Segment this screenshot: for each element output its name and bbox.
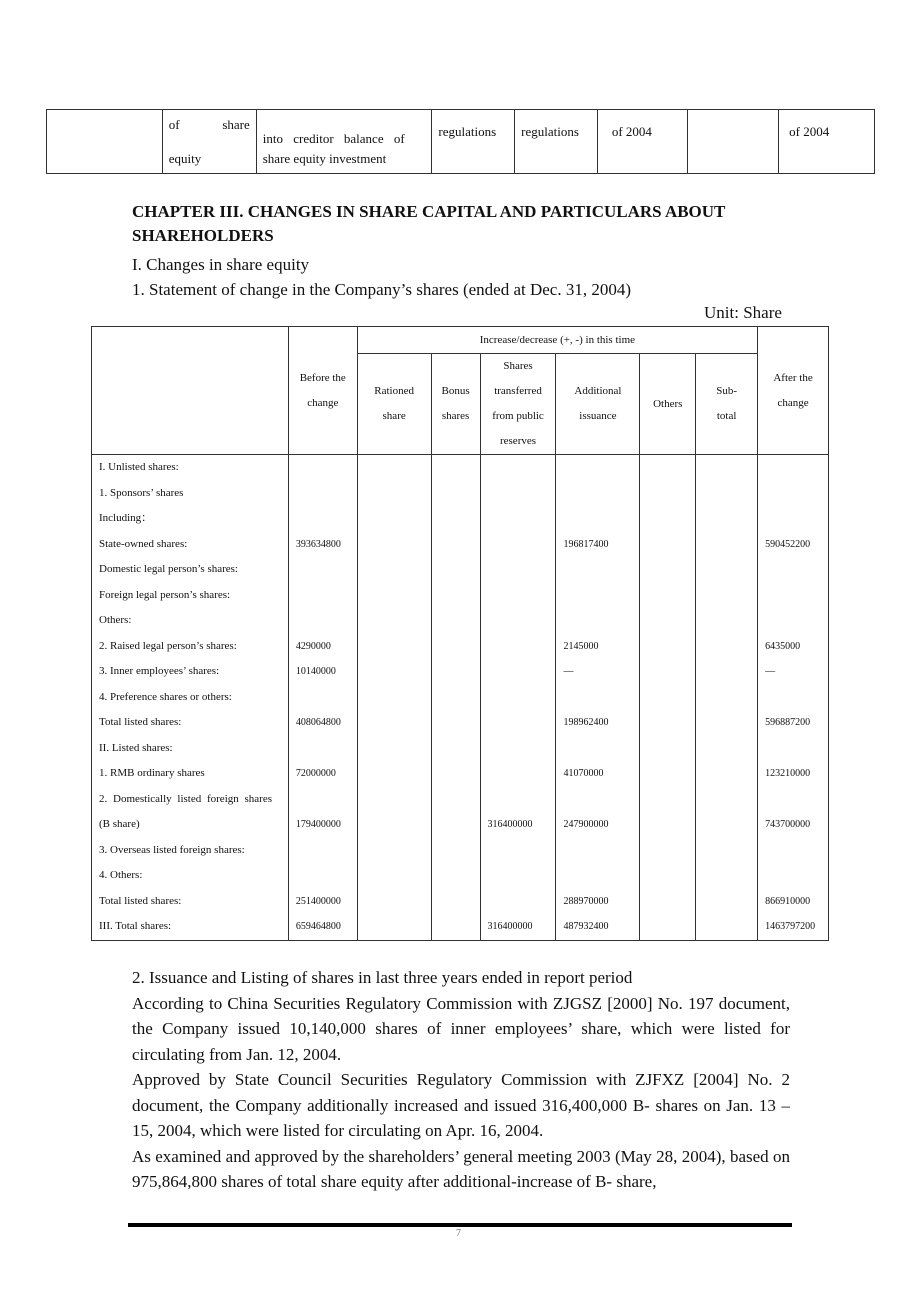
cell-before: [296, 481, 357, 507]
top-cell-d: regulations: [515, 110, 598, 174]
cell-transferred: 316400000: [487, 921, 533, 932]
top-cell-a: [162, 110, 256, 174]
cell-label: I. Unlisted shares:: [99, 461, 179, 473]
paragraph-2: Approved by State Council Securities Regulatory Commission with ZJFXZ [2004] No. 2 document, the Company additionally increased and issued 316,400,000 B- shares on Jan. 13 – 15, 2004, which were listed for circulating on Apr. 16, 2004.: [132, 1070, 790, 1140]
rationed-column: [357, 455, 431, 941]
cell-label: Foreign legal person’s shares:: [99, 588, 231, 601]
cell-before: 4290000: [295, 640, 331, 652]
label-column: [92, 455, 289, 941]
cell-after: [765, 583, 828, 609]
top-cell-f: [687, 110, 778, 174]
cell-transferred: [488, 583, 556, 609]
cell-before: [296, 736, 357, 762]
cell-additional: [563, 685, 639, 711]
cell-label: 2. Raised legal person’s shares:: [99, 639, 237, 652]
cell-additional: [563, 608, 639, 634]
cell-transferred: [488, 481, 556, 507]
top-cell-a-top-right: share: [222, 116, 250, 132]
cell-additional: [563, 787, 639, 813]
footer-rule: [128, 1223, 792, 1227]
top-cell-b-bottom: share equity investment: [262, 150, 387, 166]
cell-after: 123210000: [765, 768, 811, 779]
header-blank: [92, 327, 289, 455]
cell-after: —: [765, 666, 776, 677]
cell-transferred: [488, 532, 556, 558]
continued-table: [46, 109, 875, 174]
cell-label: II. Listed shares:: [99, 741, 173, 754]
cell-transferred: [488, 838, 556, 864]
cell-transferred: [488, 787, 556, 813]
cell-label: (B share): [99, 818, 140, 830]
cell-additional: 196817400: [563, 538, 609, 550]
cell-after: 596887200: [765, 717, 811, 728]
cell-after: 590452200: [765, 538, 811, 550]
top-cell-b: [256, 110, 432, 174]
cell-label: Total listed shares:: [99, 716, 182, 728]
paragraph-3: As examined and approved by the shareholders’ general meeting 2003 (May 28, 2004), based on 975,864,800 shares of total share equity after additional-increase of B- share,: [132, 1146, 790, 1191]
cell-before: 179400000: [295, 819, 341, 830]
cell-label: 3. Inner employees’ shares:: [99, 665, 220, 677]
cell-transferred: [488, 455, 556, 481]
cell-label: 1. RMB ordinary shares: [99, 767, 205, 779]
transferred-column: [480, 455, 556, 941]
cell-label: III. Total shares:: [99, 920, 172, 932]
cell-label: 1. Sponsors’ shares: [99, 486, 184, 499]
cell-after: [765, 838, 828, 864]
cell-label: Total listed shares:: [99, 894, 182, 907]
cell-transferred: [488, 863, 556, 889]
header-before: Before the change: [288, 327, 357, 455]
cell-label: 2. Domestically listed foreign shares: [99, 792, 272, 805]
before-column: [288, 455, 357, 941]
cell-additional: 288970000: [563, 895, 609, 907]
cell-after: [765, 608, 828, 634]
cell-additional: [563, 583, 639, 609]
cell-before: 72000000: [295, 768, 336, 779]
cell-after: 743700000: [765, 819, 811, 830]
cell-before: [296, 685, 357, 711]
header-rationed: Rationed share: [357, 354, 431, 455]
subsection-heading: 1. Statement of change in the Company’s shares (ended at Dec. 31, 2004): [132, 280, 632, 299]
cell-label: 3. Overseas listed foreign shares:: [99, 843, 245, 856]
cell-label: 4. Preference shares or others:: [99, 690, 232, 703]
additional-column: [556, 455, 640, 941]
cell-before: [296, 787, 357, 813]
cell-before: [296, 506, 357, 532]
cell-transferred: 316400000: [487, 819, 533, 830]
cell-after: [765, 736, 828, 762]
others-column: [640, 455, 696, 941]
unit-label: Unit: Share: [704, 303, 782, 322]
cell-additional: [563, 838, 639, 864]
top-cell-c: regulations: [432, 110, 515, 174]
bonus-column: [431, 455, 480, 941]
cell-transferred: [488, 634, 556, 660]
cell-before: 251400000: [295, 895, 341, 907]
cell-after: [765, 787, 828, 813]
section-heading: I. Changes in share equity: [132, 255, 310, 274]
cell-before: 408064800: [295, 717, 341, 728]
cell-after: [765, 481, 828, 507]
page-number: 7: [456, 1228, 461, 1239]
cell-after: [765, 557, 828, 583]
cell-before: 10140000: [295, 666, 336, 677]
cell-after: 6435000: [765, 640, 801, 652]
cell-label: Including：: [99, 512, 153, 524]
chapter-title: CHAPTER III. CHANGES IN SHARE CAPITAL AND PARTICULARS ABOUT SHAREHOLDERS: [132, 202, 726, 245]
header-additional: Additional issuance: [556, 354, 640, 455]
cell-after: [765, 685, 828, 711]
cell-transferred: [488, 506, 556, 532]
top-cell-e: of 2004: [597, 110, 687, 174]
cell-transferred: [488, 659, 556, 685]
cell-additional: [563, 481, 639, 507]
cell-after: [765, 455, 828, 481]
cell-additional: 198962400: [563, 717, 609, 728]
cell-additional: 487932400: [563, 921, 609, 932]
subsection-2-heading: 2. Issuance and Listing of shares in last three years ended in report period: [132, 968, 633, 987]
paragraph-1: According to China Securities Regulatory Commission with ZJGSZ [2000] No. 197 document, the Company issued 10,140,000 shares of inner employees’ share, which were listed for circulating from Jan. 12, 2004.: [132, 993, 790, 1064]
top-cell-a-bottom: equity: [168, 150, 202, 166]
cell-transferred: [488, 608, 556, 634]
subtotal-column: [696, 455, 758, 941]
cell-additional: [563, 863, 639, 889]
cell-additional: [563, 506, 639, 532]
header-subtotal: Sub-total: [696, 354, 758, 455]
cell-before: [296, 838, 357, 864]
header-after: After the change: [758, 327, 829, 455]
cell-before: 659464800: [295, 921, 341, 932]
cell-before: [296, 863, 357, 889]
cell-additional: [563, 557, 639, 583]
cell-transferred: [488, 710, 556, 736]
cell-after: 866910000: [765, 895, 811, 907]
cell-transferred: [488, 889, 556, 915]
cell-after: 1463797200: [765, 921, 816, 932]
cell-additional: —: [563, 666, 574, 677]
header-group: Increase/decrease (+, -) in this time: [357, 327, 757, 354]
cell-before: [296, 557, 357, 583]
header-others: Others: [640, 354, 696, 455]
share-change-table: [91, 326, 829, 941]
cell-before: [296, 608, 357, 634]
top-cell-a-top: of: [168, 116, 180, 132]
after-column: [758, 455, 829, 941]
cell-additional: 247900000: [563, 819, 609, 830]
cell-before: [296, 583, 357, 609]
top-cell-empty: [47, 110, 163, 174]
cell-before: [296, 455, 357, 481]
header-transferred: Shares transferred from public reserves: [480, 354, 556, 455]
cell-after: [765, 506, 828, 532]
cell-label: State-owned shares:: [99, 537, 188, 550]
top-cell-g: of 2004: [779, 110, 875, 174]
cell-label: Domestic legal person’s shares:: [99, 563, 238, 575]
cell-label: 4. Others:: [99, 869, 143, 881]
header-bonus: Bonus shares: [431, 354, 480, 455]
cell-after: [765, 863, 828, 889]
cell-additional: [563, 455, 639, 481]
cell-transferred: [488, 685, 556, 711]
cell-transferred: [488, 557, 556, 583]
cell-additional: 2145000: [563, 640, 599, 652]
top-cell-b-top: into creditor balance of: [262, 130, 405, 146]
cell-additional: 41070000: [563, 768, 604, 779]
cell-additional: [563, 736, 639, 762]
cell-before: 393634800: [295, 538, 341, 550]
body-text: [132, 965, 790, 1195]
cell-transferred: [488, 761, 556, 787]
cell-label: Others:: [99, 614, 132, 626]
cell-transferred: [488, 736, 556, 762]
